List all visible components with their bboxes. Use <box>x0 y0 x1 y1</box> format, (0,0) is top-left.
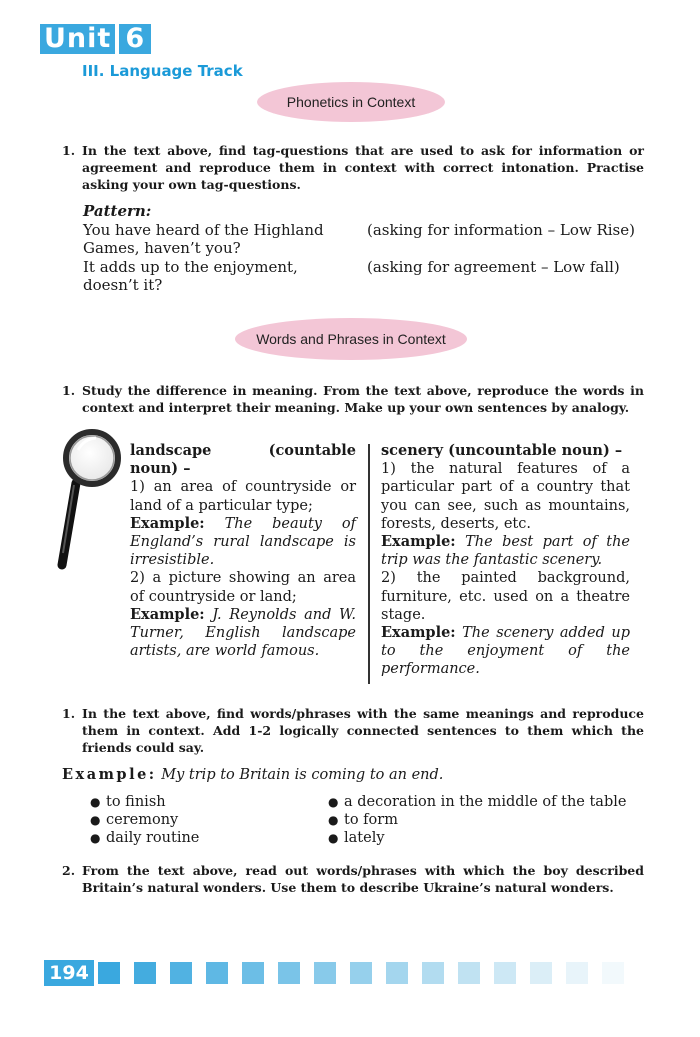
bullet-icon: ● <box>328 795 339 809</box>
example-sentence <box>62 766 443 783</box>
example-text: The scenery added up to the enjoyment of the performance. <box>381 625 631 678</box>
pattern-example-line: Games, haven’t you? <box>83 239 241 257</box>
decorative-square <box>350 962 372 984</box>
task-tag-questions <box>62 142 644 193</box>
example-text: My trip to Britain is coming to an end. <box>161 767 444 783</box>
list-item <box>90 811 199 829</box>
words-phrases-heading: Words and Phrases in Context <box>235 318 467 360</box>
example-text: J. Reynolds and W. Turner, English landscape artists, are world famous. <box>130 606 356 660</box>
bullet-list-right <box>328 793 626 847</box>
list-item <box>328 811 626 829</box>
decorative-square <box>602 962 624 984</box>
example-label: Example: <box>62 766 157 783</box>
bullet-icon: ● <box>90 795 101 809</box>
page-number: 194 <box>44 960 94 986</box>
bullet-icon: ● <box>90 813 101 827</box>
decorative-square <box>278 962 300 984</box>
pattern-label: Pattern: <box>83 202 152 220</box>
list-item-text: ceremony <box>106 812 179 828</box>
scenery-definition <box>381 442 630 679</box>
task-text: In the text above, find tag-questions that are used to ask for information or agreement and reproduce them in context with correct intonation. Practise asking your own tag-questions. <box>82 143 644 192</box>
list-item-text: lately <box>344 830 385 846</box>
example-line <box>381 624 630 679</box>
example-line <box>130 515 356 570</box>
pattern-example-line: It adds up to the enjoyment, <box>83 257 298 276</box>
pattern-row <box>83 221 653 258</box>
decorative-square <box>314 962 336 984</box>
definition: 2) a picture showing an area of countryside or land; <box>130 570 356 605</box>
task-number: 1. <box>62 143 76 158</box>
section-title: III. Language Track <box>82 62 243 80</box>
decorative-square <box>386 962 408 984</box>
pattern-row <box>83 258 653 295</box>
list-item-text: a decoration in the middle of the table <box>344 794 627 810</box>
task-text: From the text above, read out words/phrases with which the boy described Britain’s natural wonders. Use them to describe Ukraine’s natural wonders. <box>82 863 644 895</box>
example-line <box>130 606 356 661</box>
phonetics-heading: Phonetics in Context <box>257 82 445 122</box>
decorative-square <box>242 962 264 984</box>
pattern-block <box>83 202 653 295</box>
definition: 1) an area of countryside or land of a particular type; <box>130 479 356 514</box>
example-text: The best part of the trip was the fantastic scenery. <box>381 534 631 569</box>
unit-number: 6 <box>119 24 151 54</box>
decorative-square <box>530 962 552 984</box>
decorative-square <box>422 962 444 984</box>
task-number: 1. <box>62 706 76 721</box>
decorative-square <box>566 962 588 984</box>
column-divider <box>368 444 370 684</box>
pattern-example-line: You have heard of the Highland <box>83 220 324 239</box>
task-number: 2. <box>62 863 76 878</box>
list-item <box>328 793 626 811</box>
task-text: Study the difference in meaning. From the text above, reproduce the words in context and interpret their meaning. Make up your own sentences by analogy. <box>82 383 644 415</box>
example-label: Example: <box>381 624 456 642</box>
example-text: The beauty of England’s rural landscape is irresistible. <box>130 515 356 569</box>
bullet-icon: ● <box>328 831 339 845</box>
example-label: Example: <box>381 533 456 551</box>
landscape-definition <box>130 442 356 660</box>
headword: scenery (uncountable noun) – <box>381 442 623 459</box>
decorative-square <box>170 962 192 984</box>
list-item-text: daily routine <box>106 830 200 846</box>
unit-word: Unit <box>40 24 115 54</box>
list-item-text: to finish <box>106 794 166 810</box>
list-item <box>328 829 626 847</box>
pattern-intonation: (asking for agreement – Low fall) <box>367 257 620 276</box>
decorative-square <box>134 962 156 984</box>
definition: 1) the natural features of a particular part of a country that you can see, such as mountains, forests, deserts, etc. <box>381 461 630 532</box>
pattern-intonation: (asking for information – Low Rise) <box>367 220 635 239</box>
decorative-square <box>494 962 516 984</box>
decorative-square <box>206 962 228 984</box>
list-item <box>90 829 199 847</box>
decorative-square <box>458 962 480 984</box>
example-label: Example: <box>130 514 205 532</box>
decorative-squares <box>98 962 624 984</box>
list-item-text: to form <box>344 812 398 828</box>
list-item <box>90 793 199 811</box>
headword: landscape (countable noun) – <box>130 442 356 478</box>
magnifying-glass-icon <box>50 425 130 575</box>
task-natural-wonders <box>62 862 644 896</box>
bullet-icon: ● <box>90 831 101 845</box>
task-number: 1. <box>62 383 76 398</box>
pattern-example-line: doesn’t it? <box>83 276 163 294</box>
task-text: In the text above, find words/phrases with the same meanings and reproduce them in context. Add 1-2 logically connected sentences to them which the friends could say. <box>82 706 644 755</box>
bullet-list-left <box>90 793 199 847</box>
definition: 2) the painted background, furniture, etc. used on a theatre stage. <box>381 570 630 623</box>
unit-badge <box>40 24 151 54</box>
decorative-square <box>98 962 120 984</box>
bullet-icon: ● <box>328 813 339 827</box>
task-difference-in-meaning <box>62 382 644 416</box>
example-label: Example: <box>130 605 205 623</box>
task-same-meanings <box>62 705 644 756</box>
example-line <box>381 533 630 569</box>
